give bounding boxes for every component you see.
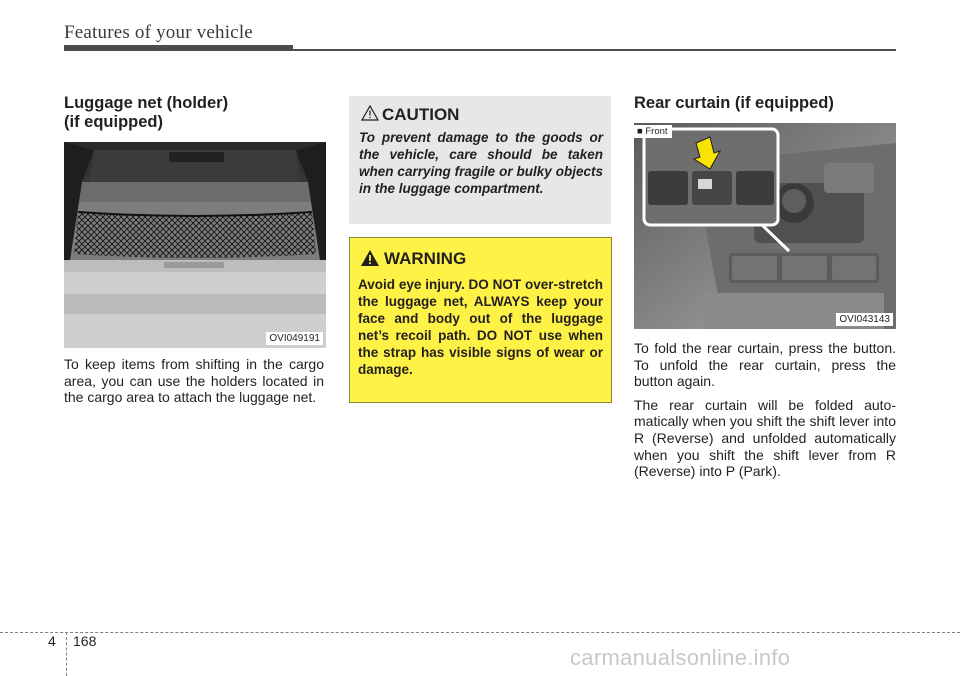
warning-text: Avoid eye injury. DO NOT over-stretch the luggage net, ALWAYS keep your face and body out of the luggage net’s recoil path. DO NOT use when the strap has visible signs of wear or damage. [358,277,603,377]
caution-title: CAUTION [382,105,460,124]
luggage-net-heading-line2: (if equipped) [64,113,163,131]
luggage-net-photo [64,142,326,348]
rear-curtain-paragraph-1: To fold the rear curtain, press the button. To unfold the rear curtain, press the button again. [634,340,896,390]
caution-triangle-icon [361,105,379,121]
page-header-title: Features of your vehicle [64,22,253,43]
header-rule-thin [293,49,896,51]
luggage-net-description: To keep items from shifting in the cargo area, you can use the holders located in the cargo area to attach the luggage net. [64,356,324,406]
luggage-net-illustration [64,142,326,348]
page-number: 168 [73,633,97,649]
luggage-net-heading [64,94,324,132]
watermark: carmanualsonline.info [570,645,791,670]
rear-curtain-description [634,340,896,487]
rear-curtain-image-code: OVI043143 [836,313,893,326]
luggage-net-image-code: OVI049191 [266,332,323,345]
rear-curtain-photo [634,123,896,329]
warning-triangle-icon [360,249,380,267]
chapter-number: 4 [48,633,56,649]
warning-title: WARNING [384,249,467,268]
luggage-net-heading-line1: Luggage net (holder) [64,94,229,112]
rear-curtain-button-illustration [634,123,896,329]
rear-curtain-paragraph-2: The rear curtain will be folded auto-matically when you shift the shift lever into R (Reverse) and unfolded automatically when you shift the shift lever from R (Reverse) into P (Park). [634,396,896,480]
caution-box [349,96,611,224]
rear-curtain-heading: Rear curtain (if equipped) [634,94,834,112]
caution-text: To prevent damage to the goods or the vehicle, care should be taken when carrying fragile or bulky objects in the luggage compartment. [359,130,603,196]
warning-box [349,237,612,403]
front-label: ■ Front [634,125,672,138]
header-rule-thick [64,45,293,51]
footer-rule [0,632,960,633]
footer-divider [66,632,67,676]
